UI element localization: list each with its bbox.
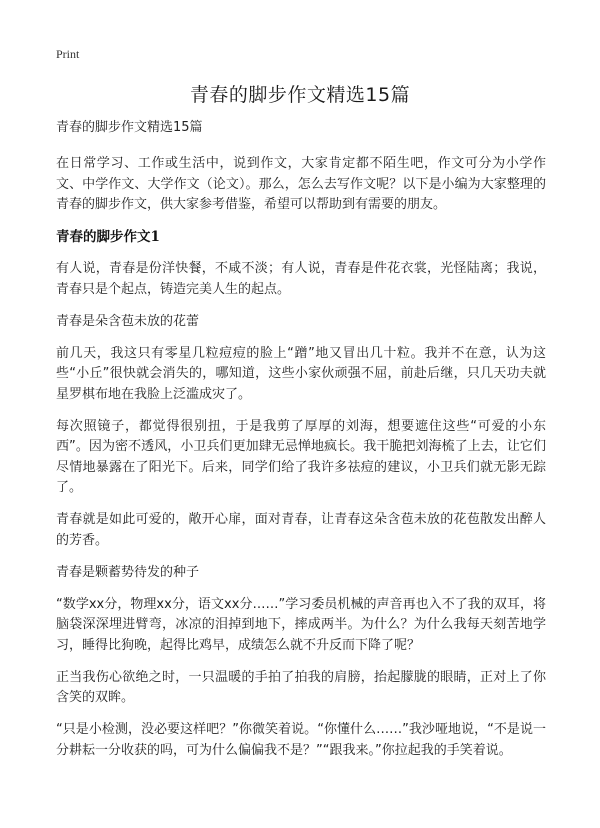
paragraph: “数学xx分，物理xx分，语文xx分……”学习委员机械的声音再也入不了我的双耳，将脑袋深深埋进臂弯，冰凉的泪掉到地下，摔成两半。为什么？为什么我每天刻苦地学习，睡得比狗晚，起得比鸡早，成绩怎么就不升反而下降了呢？ [56, 596, 546, 653]
print-label: Print [56, 47, 80, 61]
paragraph: 每次照镜子，都觉得很别扭，于是我剪了厚厚的刘海，想要遮住这些“可爱的小东西”。因为密不透风，小卫兵们更加肆无忌惮地疯长。我干脆把刘海梳了上去，让它们尽情地暴露在了阳光下。后来，同学们给了我许多祛痘的建议，小卫兵们就无影无踪了。 [56, 418, 546, 495]
intro-paragraph: 在日常学习、工作或生活中，说到作文，大家肯定都不陌生吧，作文可分为小学作文、中学作文、大学作文（论文）。那么，怎么去写作文呢？以下是小编为大家整理的青春的脚步作文，供大家参考借鉴，希望可以帮助到有需要的朋友。 [56, 156, 546, 212]
document-subtitle: 青春的脚步作文精选15篇 [56, 120, 203, 135]
paragraph: “只是小检测，没必要这样吧？”你微笑着说。“你懂什么……”我沙哑地说，“不是说一分耕耘一分收获的吗，可为什么偏偏我不是？”“跟我来。”你拉起我的手笑着说。 [56, 722, 546, 758]
document-title: 青春的脚步作文精选15篇 [189, 84, 411, 106]
paragraph: 有人说，青春是份洋快餐，不咸不淡；有人说，青春是件花衣裳，光怪陆离；我说，青春只是个起点，铸造完美人生的起点。 [56, 261, 546, 297]
subheading: 青春是颗蓄势待发的种子 [56, 564, 200, 580]
document-body [56, 118, 546, 773]
paragraph: 正当我伤心欲绝之时，一只温暖的手拍了拍我的肩膀，抬起朦胧的眼睛，正对上了你含笑的双眸。 [56, 669, 546, 705]
subheading: 青春是朵含苞未放的花蕾 [56, 313, 200, 329]
section-heading: 青春的脚步作文1 [56, 229, 160, 245]
paragraph: 青春就是如此可爱的，敞开心扉，面对青春，让青春这朵含苞未放的花苞散发出醉人的芳香。 [56, 512, 546, 548]
paragraph: 前几天，我这只有零星几粒痘痘的脸上“蹭”地又冒出几十粒。我并不在意，认为这些“小丘”很快就会消失的，哪知道，这些小家伙顽强不屈，前赴后继，只几天功夫就星罗棋布地在我脸上泛滥成灾了。 [56, 345, 546, 402]
